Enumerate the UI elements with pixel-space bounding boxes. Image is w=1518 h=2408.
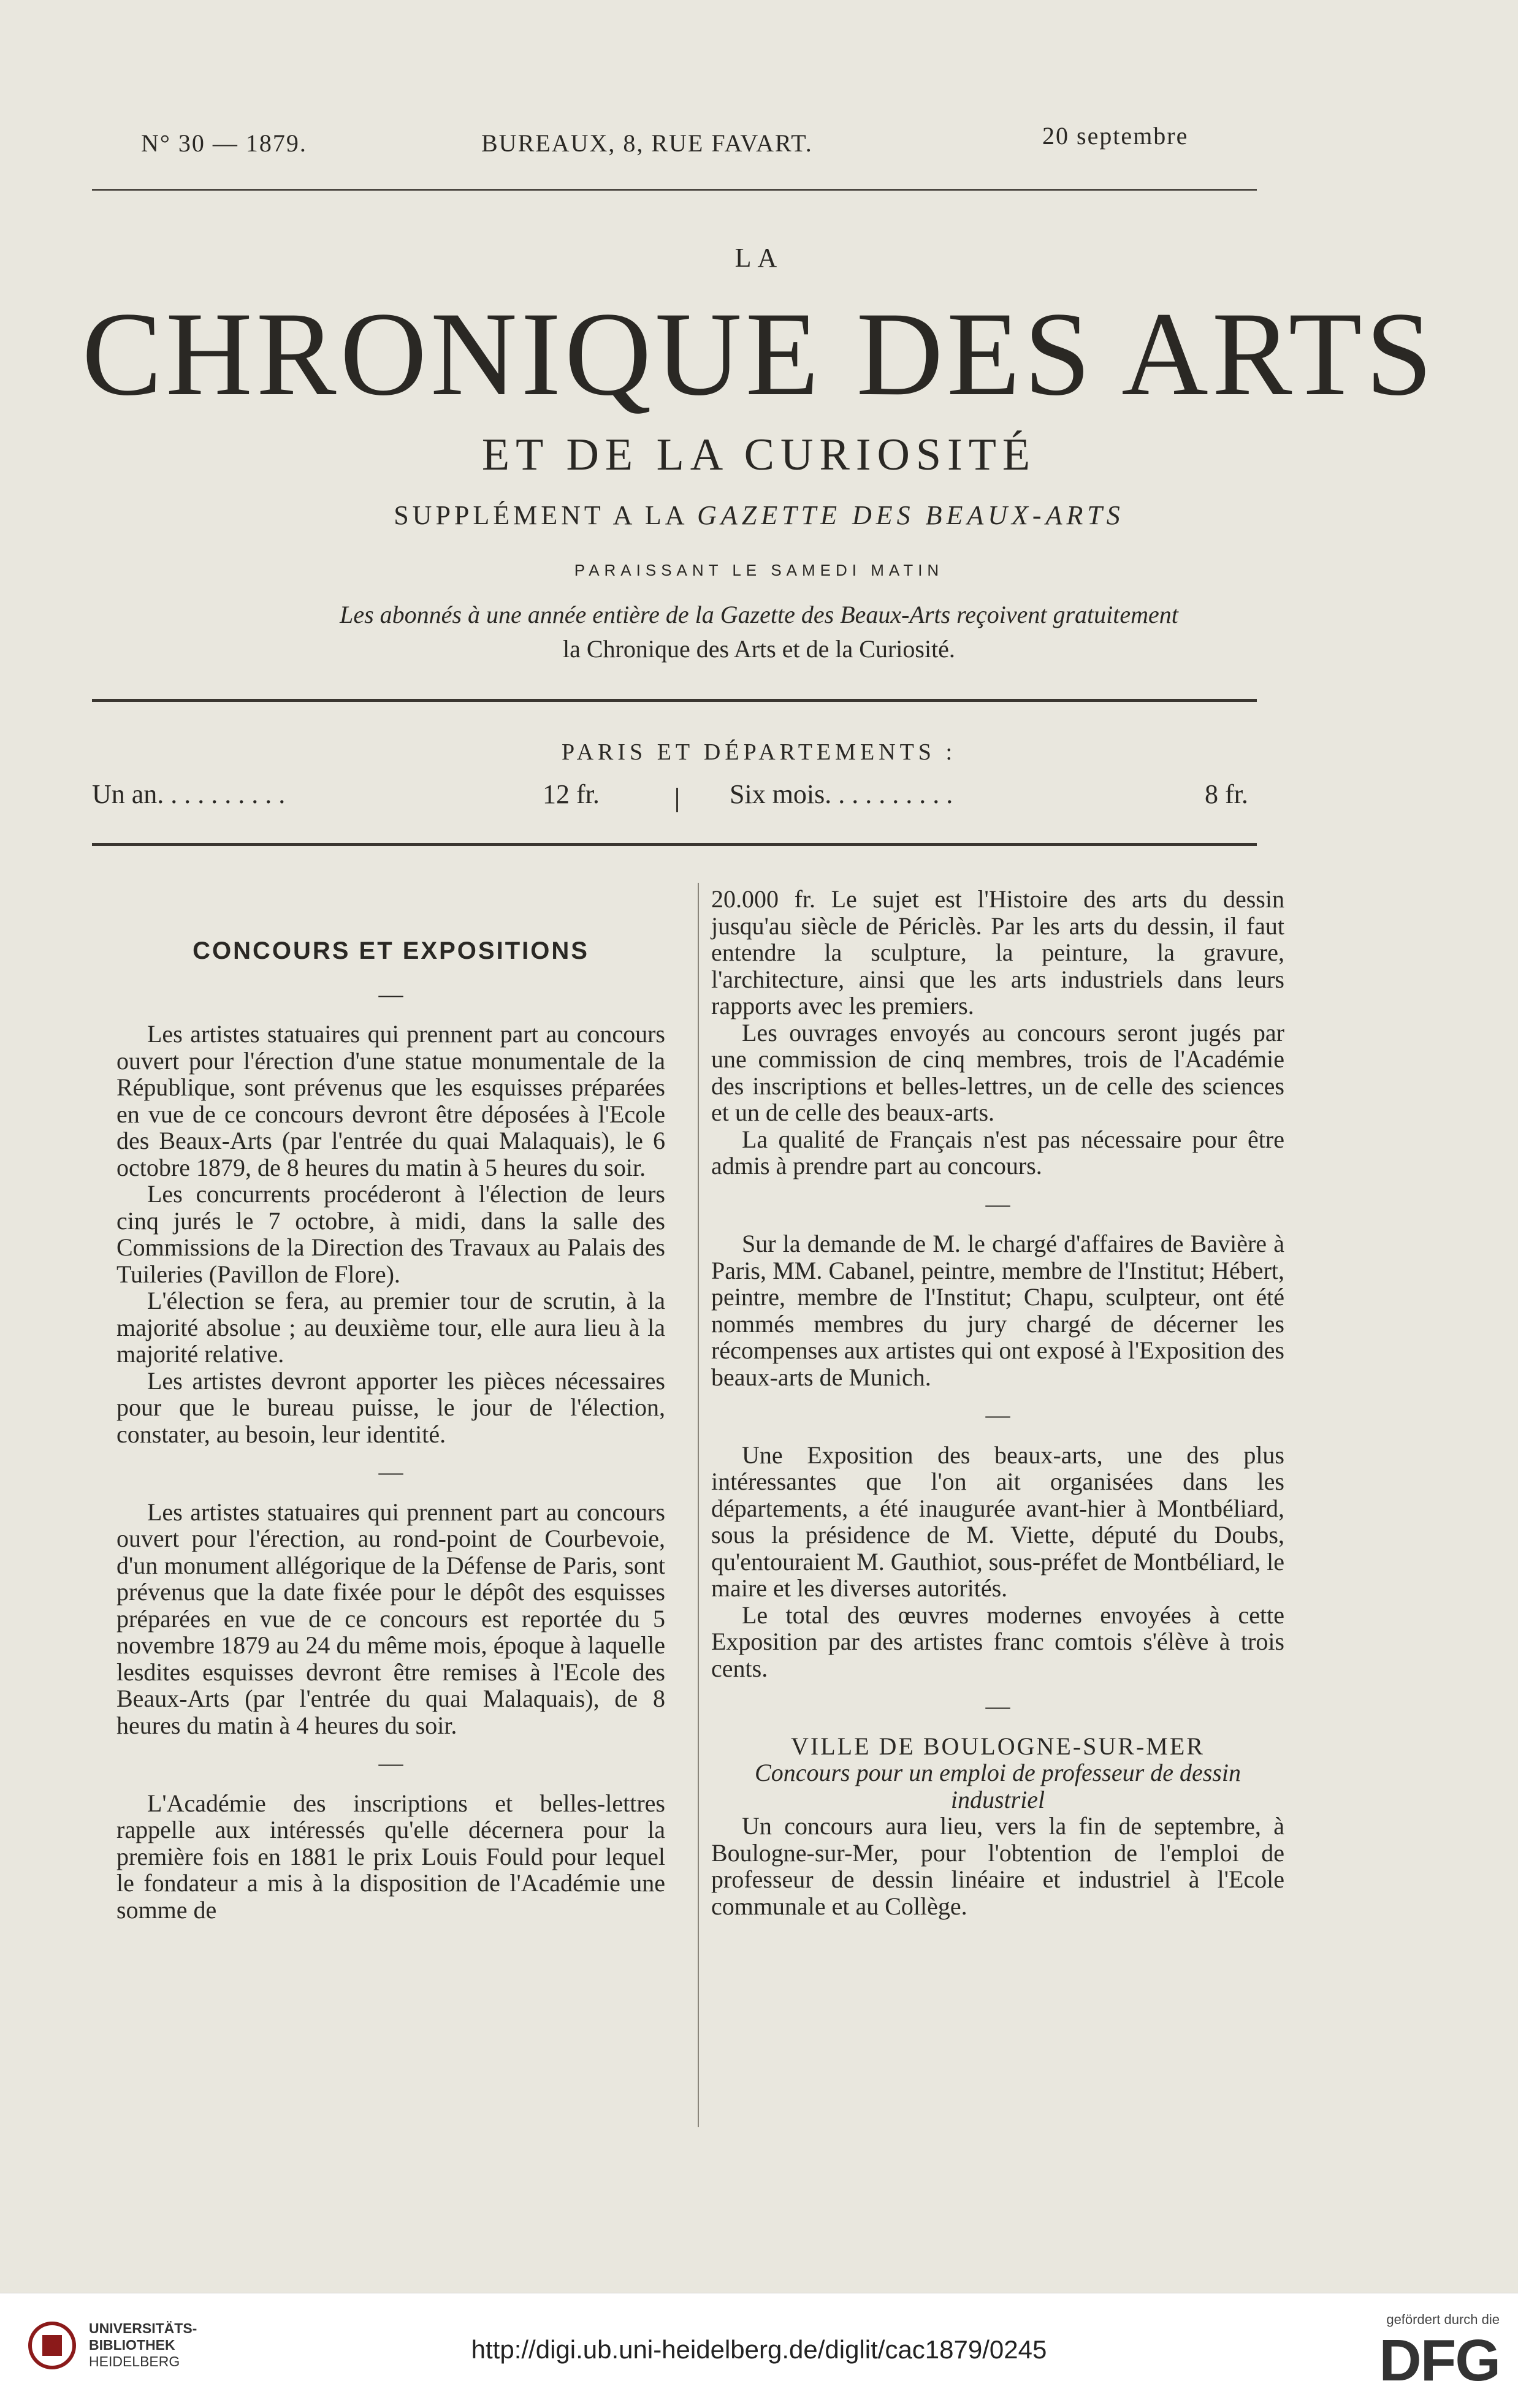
paragraph: Les concurrents procéderont à l'élection de leurs cinq jurés le 7 octobre, à midi, dans la salle des Commissions de la Direction des Travaux au Palais des Tuileries (Pavillon de Flore). (116, 1180, 665, 1288)
separator-dash: — (378, 980, 403, 1008)
paragraph: Les artistes statuaires qui prennent part au concours ouvert pour l'érection, au rond-point de Courbevoie, d'un monument allégorique de la Défense de Paris, sont prévenus que la date fixée pour le dépôt des esquisses préparées en vue de ce concours est reportée du 5 novembre 1879 au 24 du même mois, époque à laquelle lesdites esquisses devront être remises à l'Ecole des Beaux-Arts (par l'entrée du quai Malaquais), de 8 heures du matin à 4 heures du soir. (116, 1498, 665, 1739)
library-line-3: HEIDELBERG (89, 2353, 180, 2369)
issue-number: N° 30 — 1879. (141, 129, 307, 157)
paragraph: Sur la demande de M. le chargé d'affaires de Bavière à Paris, MM. Cabanel, peintre, membre de l'Institut; Hébert, peintre, membre de l'Institut; Chapu, sculpteur, ont été nommés membres du jury chargé de décerner les récompenses aux artistes qui ont exposé à l'Exposition des beaux-arts de Munich. (711, 1230, 1284, 1391)
supplement-line (0, 500, 1518, 531)
paragraph: Les artistes devront apporter les pièces nécessaires pour que le bureau puisse, le jour de l'élection, constater, au besoin, leur identité. (116, 1366, 665, 1448)
subscribers-line-2: la Chronique des Arts et de la Curiosité. (563, 635, 955, 663)
subscribers-line-1: Les abonnés à une année entière de la Gazette des Beaux-Arts reçoivent gratuitement (340, 601, 1178, 628)
subscription-rule (92, 843, 1257, 846)
funded-by-label: gefördert durch die (1386, 2312, 1500, 2327)
issue-date: 20 septembre (1042, 122, 1189, 150)
competition-title: Concours pour un emploi de professeur de dessin industriel (755, 1759, 1241, 1813)
header-rule (92, 189, 1257, 191)
half-year-price: 8 fr. (1205, 779, 1248, 809)
city-heading: VILLE DE BOULOGNE-SUR-MER (791, 1732, 1205, 1760)
masthead-subtitle: ET DE LA CURIOSITÉ (481, 430, 1037, 480)
paragraph: Un concours aura lieu, vers la fin de septembre, à Boulogne-sur-Mer, pour l'obtention de l'emploi de professeur de dessin linéaire et industriel à l'Ecole communale et au Collège. (711, 1812, 1284, 1920)
section-heading: CONCOURS ET EXPOSITIONS (193, 937, 589, 964)
price-divider (676, 788, 678, 812)
separator-dash: — (985, 1189, 1010, 1217)
paragraph: Le total des œuvres modernes envoyées à cette Exposition par des artistes franc comtois s'élève à trois cents. (711, 1601, 1284, 1682)
paragraph: 20.000 fr. Le sujet est l'Histoire des arts du dessin jusqu'au siècle de Périclès. Par les arts du dessin, il faut entendre la sculpture, la peinture, la gravure, l'architecture, ainsi que les arts industriels dans leurs rapports avec les premiers. (711, 885, 1284, 1019)
separator-dash: — (378, 1458, 403, 1485)
year-label: Un an. . . . . . . . . . (92, 779, 286, 809)
masthead-rule (92, 699, 1257, 702)
library-line-1: UNIVERSITÄTS- (89, 2320, 197, 2336)
paragraph: L'élection se fera, au premier tour de scrutin, à la majorité absolue ; au deuxième tour, elle aura lieu à la majorité relative. (116, 1287, 665, 1368)
source-url[interactable]: http://digi.ub.uni-heidelberg.de/diglit/cac1879/0245 (471, 2335, 1047, 2364)
subscribers-note (0, 598, 1518, 666)
left-column (116, 938, 665, 1923)
dfg-logo: DFG (1379, 2328, 1500, 2393)
separator-dash: — (378, 1749, 403, 1777)
paragraph: L'Académie des inscriptions et belles-lettres rappelle aux intéressés qu'elle décernera pour la première fois en 1881 le prix Louis Fould pour lequel le fondateur a mis à la disposition de l'Académie une somme de (116, 1789, 665, 1924)
masthead-article: LA (734, 243, 784, 273)
paragraph: Les ouvrages envoyés au concours seront jugés par une commission de cinq membres, trois de l'Académie des inscriptions et belles-lettres, un de celle des sciences et un de celle des beaux-arts. (711, 1018, 1284, 1126)
supplement-prefix: SUPPLÉMENT A LA (394, 500, 687, 530)
column-separator (698, 883, 699, 2127)
library-line-2: BIBLIOTHEK (89, 2337, 175, 2353)
paragraph: La qualité de Français n'est pas nécessaire pour être admis à prendre part au concours. (711, 1125, 1284, 1179)
half-year-label: Six mois. . . . . . . . . . (730, 779, 953, 809)
paragraph: Une Exposition des beaux-arts, une des plus intéressantes que l'on ait organisées dans les départements, a été inaugurée avant-hier à Montbéliard, sous la présidence de M. Viette, député du Doubs, qu'entouraient M. Gauthiot, sous-préfet de Montbéliard, le maire et les diverses autorités. (711, 1441, 1284, 1602)
year-price: 12 fr. (543, 779, 600, 809)
supplement-gazette: GAZETTE DES BEAUX-ARTS (697, 500, 1124, 530)
digitization-footer (0, 2293, 1518, 2408)
masthead-title: CHRONIQUE DES ARTS (82, 288, 1436, 421)
separator-dash: — (985, 1692, 1010, 1720)
subscription-title: PARIS ET DÉPARTEMENTS : (561, 739, 957, 765)
frequency-line: PARAISSANT LE SAMEDI MATIN (574, 561, 944, 579)
right-column (711, 886, 1284, 1919)
office-address: BUREAUX, 8, RUE FAVART. (481, 129, 813, 157)
paragraph: Les artistes statuaires qui prennent part au concours ouvert pour l'érection d'une statue monumentale de la République, sont prévenus que les esquisses préparées en vue de ce concours devront être déposées à l'Ecole des Beaux-Arts (par l'entrée du quai Malaquais), le 6 octobre 1879, de 8 heures du matin à 5 heures du soir. (116, 1020, 665, 1181)
separator-dash: — (985, 1401, 1010, 1428)
